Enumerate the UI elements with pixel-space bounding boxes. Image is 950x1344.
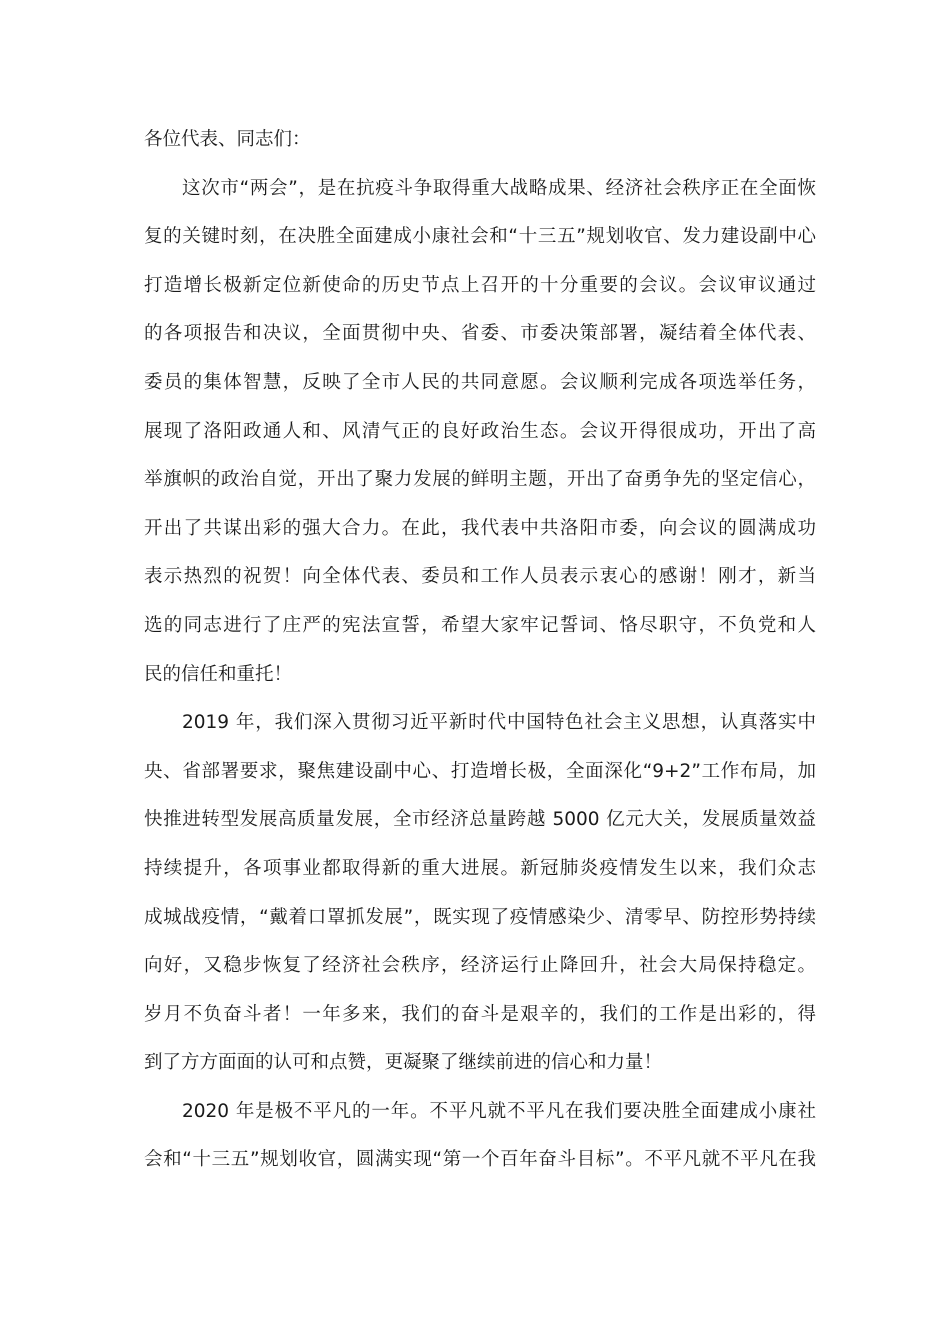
paragraph-1-line: 委员的集体智慧，反映了全市人民的共同意愿。会议顺利完成各项选举任务，	[144, 371, 816, 393]
paragraph-1-line: 复的关键时刻，在决胜全面建成小康社会和“十三五”规划收官、发力建设副中心	[144, 226, 816, 248]
paragraph-1-line: 民的信任和重托！	[144, 663, 293, 685]
paragraph-3-line: 2020 年是极不平凡的一年。不平凡就不平凡在我们要决胜全面建成小康社	[182, 1100, 816, 1122]
greeting-line: 各位代表、同志们：	[144, 129, 311, 150]
paragraph-2-line: 岁月不负奋斗者！一年多来，我们的奋斗是艰辛的，我们的工作是出彩的，得	[144, 1003, 816, 1025]
paragraph-2-line: 持续提升，各项事业都取得新的重大进展。新冠肺炎疫情发生以来，我们众志	[144, 857, 816, 879]
document-body	[144, 116, 816, 1185]
paragraph-1-line: 打造增长极新定位新使命的历史节点上召开的十分重要的会议。会议审议通过	[144, 274, 816, 296]
paragraph-3-line: 会和“十三五”规划收官，圆满实现“第一个百年奋斗目标”。不平凡就不平凡在我	[144, 1149, 816, 1171]
paragraph-1-line: 的各项报告和决议，全面贯彻中央、省委、市委决策部署，凝结着全体代表、	[144, 323, 816, 345]
paragraph-2-line: 2019 年，我们深入贯彻习近平新时代中国特色社会主义思想，认真落实中	[182, 712, 816, 734]
paragraph-1-line: 举旗帜的政治自觉，开出了聚力发展的鲜明主题，开出了奋勇争先的坚定信心，	[144, 469, 816, 491]
paragraph-2-line: 到了方方面面的认可和点赞，更凝聚了继续前进的信心和力量！	[144, 1052, 663, 1074]
paragraph-2-line: 央、省部署要求，聚焦建设副中心、打造增长极，全面深化“9+2”工作布局，加	[144, 760, 816, 782]
paragraph-1-line: 表示热烈的祝贺！向全体代表、委员和工作人员表示衷心的感谢！刚才，新当	[144, 566, 816, 588]
paragraph-2-line: 快推进转型发展高质量发展，全市经济总量跨越 5000 亿元大关，发展质量效益	[144, 809, 816, 831]
paragraph-2-line: 成城战疫情，“戴着口罩抓发展”，既实现了疫情感染少、清零早、防控形势持续	[144, 906, 816, 928]
paragraph-1-line: 开出了共谋出彩的强大合力。在此，我代表中共洛阳市委，向会议的圆满成功	[144, 517, 816, 539]
paragraph-1-line: 选的同志进行了庄严的宪法宣誓，希望大家牢记誓词、恪尽职守，不负党和人	[144, 614, 816, 636]
paragraph-2-line: 向好，又稳步恢复了经济社会秩序，经济运行止降回升，社会大局保持稳定。	[144, 955, 816, 977]
paragraph-1-line: 展现了洛阳政通人和、风清气正的良好政治生态。会议开得很成功，开出了高	[144, 420, 816, 442]
paragraph-1-line: 这次市“两会”，是在抗疫斗争取得重大战略成果、经济社会秩序正在全面恢	[182, 177, 816, 199]
